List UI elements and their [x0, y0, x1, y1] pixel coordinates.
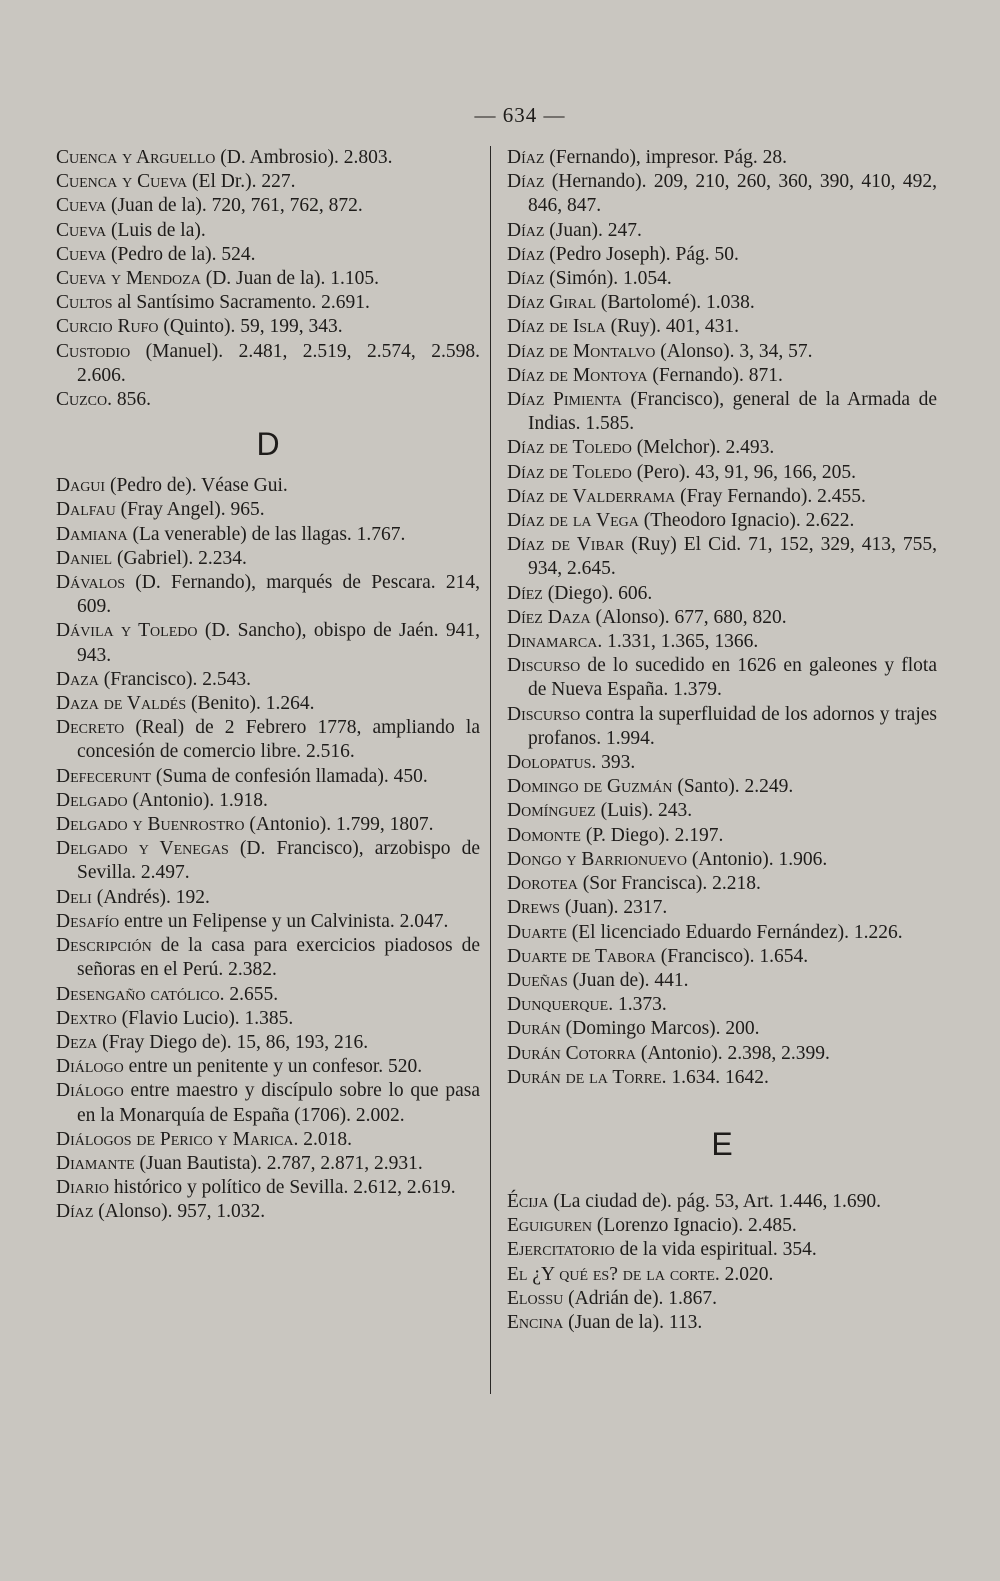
- entry-references: de la casa para exercicios piadosos de señoras en el Perú. 2.382.: [77, 935, 480, 981]
- entry-references: (D. Ambrosio). 2.803.: [215, 147, 393, 168]
- index-entry: [507, 582, 937, 606]
- entry-heading: Dorotea: [507, 873, 578, 895]
- entry-references: entre un penitente y un confesor. 520.: [123, 1056, 423, 1078]
- entry-references: (Luis). 243.: [595, 800, 693, 822]
- entry-heading: Durán de la Torre: [507, 1066, 662, 1088]
- entry-references: (Juan de la). 720, 761, 762, 872.: [106, 195, 363, 217]
- index-entry: [507, 340, 937, 364]
- index-entry: [507, 824, 937, 848]
- index-entry: [56, 886, 480, 910]
- index-entry: [507, 170, 937, 218]
- index-entry: [56, 315, 480, 339]
- index-entry: [507, 993, 937, 1017]
- page-number: — 634 —: [474, 103, 566, 127]
- index-entry: [56, 388, 480, 412]
- index-entry: [507, 799, 937, 823]
- index-entry: [56, 692, 480, 716]
- index-entry: [507, 1190, 937, 1214]
- entry-heading: Diálogos de Perico y Marica: [56, 1128, 294, 1150]
- entry-heading: Dalfau: [56, 499, 116, 521]
- index-entry: [507, 1017, 937, 1041]
- index-entry: [56, 219, 480, 243]
- entry-references: (La ciudad de). pág. 53, Art. 1.446, 1.690.: [548, 1190, 881, 1212]
- entry-heading: Díaz: [507, 268, 545, 290]
- entry-heading: Díaz: [56, 1201, 94, 1223]
- entry-references: (Fray Angel). 965.: [115, 499, 265, 521]
- index-entry: [507, 219, 937, 243]
- index-entry: [507, 364, 937, 388]
- entry-heading: Díaz: [507, 171, 545, 193]
- entry-references: (Pedro de). Véase Gui.: [105, 475, 288, 497]
- index-entry: [56, 934, 480, 982]
- entry-references: . 2.018.: [293, 1128, 353, 1150]
- entry-references: (Andrés). 192.: [91, 886, 210, 908]
- index-entry: [56, 146, 480, 170]
- index-entry: [507, 146, 937, 170]
- entry-heading: Cuzco: [56, 389, 108, 411]
- entry-references: . 1.634. 1642.: [661, 1066, 769, 1088]
- index-entry: [507, 703, 937, 751]
- index-entry: [507, 630, 937, 654]
- entry-references: (Juan). 2317.: [559, 897, 668, 919]
- entry-references: (Juan de). 441.: [567, 969, 689, 991]
- index-entry: [56, 1079, 480, 1127]
- entry-heading: Daza de Valdés: [56, 693, 187, 715]
- entry-references: (Antonio). 1.906.: [686, 848, 828, 870]
- entry-references: (Antonio). 2.398, 2.399.: [635, 1042, 830, 1064]
- entry-references: (Juan Bautista). 2.787, 2.871, 2.931.: [134, 1152, 423, 1174]
- section-letter-e: E: [711, 1125, 733, 1162]
- index-entry: [507, 461, 937, 485]
- index-entry: [507, 969, 937, 993]
- entry-heading: Damiana: [56, 523, 128, 545]
- index-entry: [507, 315, 937, 339]
- index-entry: [56, 194, 480, 218]
- entry-heading: Cueva y Mendoza: [56, 268, 201, 290]
- index-entry: [507, 606, 937, 630]
- entry-heading: Defecerunt: [56, 765, 151, 787]
- entry-references: (Alonso). 677, 680, 820.: [590, 606, 787, 628]
- entry-references: (Fray Fernando). 2.455.: [675, 485, 866, 507]
- entry-references: (Francisco), general de la Armada de Indias. 1.585.: [528, 389, 937, 435]
- entry-references: (D. Fernando), marqués de Pescara. 214, 609.: [77, 572, 480, 618]
- index-entry: [507, 388, 937, 436]
- index-entry: [507, 1263, 937, 1287]
- entry-references: (Luis de la).: [106, 219, 206, 241]
- entry-heading: Domingo de Guzmán: [507, 776, 673, 798]
- entry-heading: Dinamarca: [507, 631, 598, 653]
- entry-heading: Díaz de Valderrama: [507, 485, 676, 507]
- entry-references: (Pero). 43, 91, 96, 166, 205.: [631, 461, 857, 483]
- entry-heading: Domonte: [507, 824, 581, 846]
- entry-references: (Domingo Marcos). 200.: [560, 1018, 760, 1040]
- entry-heading: Dolopatus: [507, 752, 592, 774]
- entry-heading: Daniel: [56, 547, 113, 569]
- index-entry: [56, 547, 480, 571]
- column-divider: [490, 146, 491, 1394]
- entry-heading: Curcio Rufo: [56, 316, 159, 338]
- entry-heading: Deli: [56, 886, 92, 908]
- entry-heading: Díaz Giral: [507, 292, 597, 314]
- index-entry: [507, 1214, 937, 1238]
- entry-references: (D. Juan de la). 1.105.: [200, 268, 380, 290]
- entry-references: (Manuel). 2.481, 2.519, 2.574, 2.598. 2.606.: [77, 340, 480, 386]
- entry-references: (Melchor). 2.493.: [631, 437, 775, 459]
- entry-references: . 856.: [107, 389, 151, 411]
- index-entry: [507, 654, 937, 702]
- entry-heading: Ejercitatorio: [507, 1239, 615, 1261]
- index-entry: [56, 474, 480, 498]
- entry-references: (Santo). 2.249.: [672, 776, 794, 798]
- index-entry: [507, 1042, 937, 1066]
- index-entry: [56, 910, 480, 934]
- entry-heading: Cuenca y Arguello: [56, 147, 216, 168]
- index-entry: [507, 533, 937, 581]
- entry-references: (Alonso). 3, 34, 57.: [655, 340, 813, 362]
- entry-references: (Simón). 1.054.: [544, 268, 672, 290]
- entry-heading: Diamante: [56, 1152, 135, 1174]
- entry-references: . 1.331, 1.365, 1366.: [597, 631, 759, 653]
- entry-heading: Elossu: [507, 1287, 564, 1309]
- entry-references: (Quinto). 59, 199, 343.: [158, 316, 343, 338]
- index-entry: [507, 267, 937, 291]
- entry-heading: Dagui: [56, 475, 106, 497]
- index-entry: [56, 1200, 480, 1224]
- entry-heading: Desengaño católico: [56, 983, 220, 1005]
- entry-references: (Ruy). 401, 431.: [605, 316, 740, 338]
- entry-references: (Adrián de). 1.867.: [563, 1287, 718, 1309]
- entry-heading: Durán: [507, 1018, 561, 1040]
- entry-heading: Dueñas: [507, 969, 568, 991]
- index-entry: [56, 243, 480, 267]
- entry-heading: Dongo y Barrionuevo: [507, 848, 687, 870]
- entry-heading: Durán Cotorra: [507, 1042, 636, 1064]
- entry-references: (Pedro de la). 524.: [106, 243, 256, 265]
- entry-references: (Pedro Joseph). Pág. 50.: [544, 243, 739, 265]
- index-entry: [56, 1152, 480, 1176]
- entry-references: (Juan). 247.: [544, 219, 642, 241]
- index-entry: [507, 509, 937, 533]
- entry-references: entre maestro y discípulo sobre lo que pasa en la Monarquía de España (1706). 2.002.: [77, 1080, 480, 1126]
- index-entry: [56, 1176, 480, 1200]
- entry-heading: Diálogo: [56, 1080, 124, 1102]
- entry-heading: Cuenca y Cueva: [56, 171, 188, 193]
- index-entry: [56, 523, 480, 547]
- index-entry: [56, 340, 480, 388]
- index-entry: [56, 1128, 480, 1152]
- index-entry: [507, 1287, 937, 1311]
- entry-references: (P. Diego). 2.197.: [580, 824, 724, 846]
- index-entry: [507, 945, 937, 969]
- entry-heading: Cueva: [56, 219, 107, 241]
- index-entry: [56, 291, 480, 315]
- right-column: [507, 146, 937, 1335]
- index-entry: [507, 1238, 937, 1262]
- entry-heading: Dávila y Toledo: [56, 620, 198, 642]
- index-entry: [507, 485, 937, 509]
- entry-references: (Fernando). 871.: [647, 364, 783, 386]
- entry-heading: Drews: [507, 897, 560, 919]
- index-entry: [56, 765, 480, 789]
- entry-heading: Díez Daza: [507, 606, 591, 628]
- index-entry: [56, 1055, 480, 1079]
- entry-heading: Diálogo: [56, 1056, 124, 1078]
- entry-references: contra la superfluidad de los adornos y trajes profanos. 1.994.: [528, 703, 937, 749]
- entry-heading: Díaz de Vibar: [507, 534, 625, 556]
- entry-heading: Díaz: [507, 219, 545, 241]
- entry-references: (Benito). 1.264.: [186, 693, 315, 715]
- entry-references: entre un Felipense y un Calvinista. 2.047.: [119, 910, 449, 932]
- entry-heading: Delgado y Venegas: [56, 838, 229, 860]
- index-entry: [507, 243, 937, 267]
- entry-references: (Antonio). 1.918.: [127, 789, 268, 811]
- index-entry: [507, 1066, 937, 1090]
- entry-heading: Delgado y Buenrostro: [56, 814, 245, 836]
- entry-references: de la vida espiritual. 354.: [614, 1239, 817, 1261]
- entry-references: (D. Sancho), obispo de Jaén. 941, 943.: [77, 620, 480, 666]
- entry-references: (El Dr.). 227.: [187, 171, 296, 193]
- entry-references: (Hernando). 209, 210, 260, 360, 390, 410, 492, 846, 847.: [528, 171, 937, 217]
- index-entry: [56, 1031, 480, 1055]
- entry-heading: Écija: [507, 1190, 549, 1212]
- index-entry: [56, 837, 480, 885]
- entry-references: (Suma de confesión llamada). 450.: [150, 765, 428, 787]
- index-entry: [507, 1311, 937, 1335]
- entry-heading: Desafío: [56, 910, 120, 932]
- entry-heading: Eguiguren: [507, 1215, 593, 1237]
- entry-heading: Cueva: [56, 243, 107, 265]
- index-entry: [507, 896, 937, 920]
- entry-heading: Diario: [56, 1177, 109, 1199]
- entry-heading: Decreto: [56, 717, 125, 739]
- entry-heading: Daza: [56, 668, 99, 690]
- entry-references: histórico y político de Sevilla. 2.612, 2.619.: [108, 1177, 456, 1199]
- entry-references: (D. Francisco), arzobispo de Sevilla. 2.497.: [77, 838, 480, 884]
- index-entry: [56, 668, 480, 692]
- entry-heading: Duarte: [507, 921, 567, 943]
- entry-heading: El ¿Y qué es? de la corte: [507, 1263, 715, 1285]
- entry-references: . 2.020.: [714, 1263, 774, 1285]
- entry-references: (El licenciado Eduardo Fernández). 1.226.: [566, 921, 903, 943]
- index-entry: [507, 921, 937, 945]
- index-entry: [56, 571, 480, 619]
- index-entry: [56, 267, 480, 291]
- entry-references: al Santísimo Sacramento. 2.691.: [112, 292, 370, 314]
- entry-references: (Juan de la). 113.: [563, 1311, 703, 1333]
- index-entry: [507, 775, 937, 799]
- entry-heading: Díaz: [507, 147, 545, 168]
- entry-heading: Díaz: [507, 243, 545, 265]
- index-entry: [56, 1007, 480, 1031]
- entry-heading: Díaz de Toledo: [507, 461, 632, 483]
- index-entry: [507, 872, 937, 896]
- entry-references: (Bartolomé). 1.038.: [596, 292, 755, 314]
- entry-heading: Díez: [507, 582, 543, 604]
- entry-heading: Dextro: [56, 1007, 117, 1029]
- index-entry: [56, 716, 480, 764]
- entry-heading: Díaz de Toledo: [507, 437, 632, 459]
- entry-heading: Díaz de Montoya: [507, 364, 648, 386]
- entry-heading: Delgado: [56, 789, 128, 811]
- entry-heading: Díaz de la Vega: [507, 510, 639, 532]
- index-entry: [56, 170, 480, 194]
- entry-references: (Gabriel). 2.234.: [112, 547, 247, 569]
- index-entry: [507, 436, 937, 460]
- entry-references: (Flavio Lucio). 1.385.: [116, 1007, 294, 1029]
- index-entry: [56, 789, 480, 813]
- entry-references: . 1.373.: [608, 994, 667, 1016]
- entry-heading: Encina: [507, 1311, 564, 1333]
- entry-heading: Domínguez: [507, 800, 596, 822]
- entry-references: (Ruy) El Cid. 71, 152, 329, 413, 755, 934, 2.645.: [528, 534, 937, 580]
- entry-heading: Díaz de Isla: [507, 316, 606, 338]
- entry-heading: Díaz de Montalvo: [507, 340, 656, 362]
- entry-references: (La venerable) de las llagas. 1.767.: [127, 523, 406, 545]
- entry-heading: Díaz Pimienta: [507, 389, 622, 411]
- entry-references: (Fray Diego de). 15, 86, 193, 216.: [97, 1031, 369, 1053]
- left-column: [56, 146, 480, 1225]
- entry-heading: Dávalos: [56, 572, 126, 594]
- entry-references: (Lorenzo Ignacio). 2.485.: [592, 1215, 797, 1237]
- entry-heading: Discurso: [507, 703, 581, 725]
- entry-references: (Real) de 2 Febrero 1778, ampliando la concesión de comercio libre. 2.516.: [77, 717, 480, 763]
- entry-references: (Fernando), impresor. Pág. 28.: [544, 147, 788, 168]
- entry-references: (Francisco). 1.654.: [655, 945, 809, 967]
- entry-heading: Deza: [56, 1031, 98, 1053]
- entry-references: (Antonio). 1.799, 1807.: [244, 814, 434, 836]
- index-entry: [56, 813, 480, 837]
- entry-heading: Cueva: [56, 195, 107, 217]
- index-entry: [507, 291, 937, 315]
- entry-heading: Discurso: [507, 655, 581, 677]
- entry-heading: Custodio: [56, 340, 131, 362]
- entry-heading: Descripción: [56, 935, 152, 957]
- index-entry: [507, 848, 937, 872]
- section-letter-d: D: [256, 426, 280, 463]
- entry-references: (Alonso). 957, 1.032.: [93, 1201, 266, 1223]
- entry-heading: Dunquerque: [507, 994, 609, 1016]
- entry-heading: Cultos: [56, 292, 113, 314]
- entry-heading: Duarte de Tabora: [507, 945, 656, 967]
- entry-references: (Sor Francisca). 2.218.: [577, 873, 761, 895]
- entry-references: (Francisco). 2.543.: [98, 668, 252, 690]
- entry-references: . 393.: [591, 752, 636, 774]
- entry-references: . 2.655.: [219, 983, 279, 1005]
- index-entry: [56, 619, 480, 667]
- entry-references: de lo sucedido en 1626 en galeones y flota de Nueva España. 1.379.: [528, 655, 937, 701]
- index-entry: [56, 498, 480, 522]
- index-entry: [56, 983, 480, 1007]
- entry-references: (Theodoro Ignacio). 2.622.: [638, 510, 855, 532]
- index-entry: [507, 751, 937, 775]
- entry-references: (Diego). 606.: [542, 582, 653, 604]
